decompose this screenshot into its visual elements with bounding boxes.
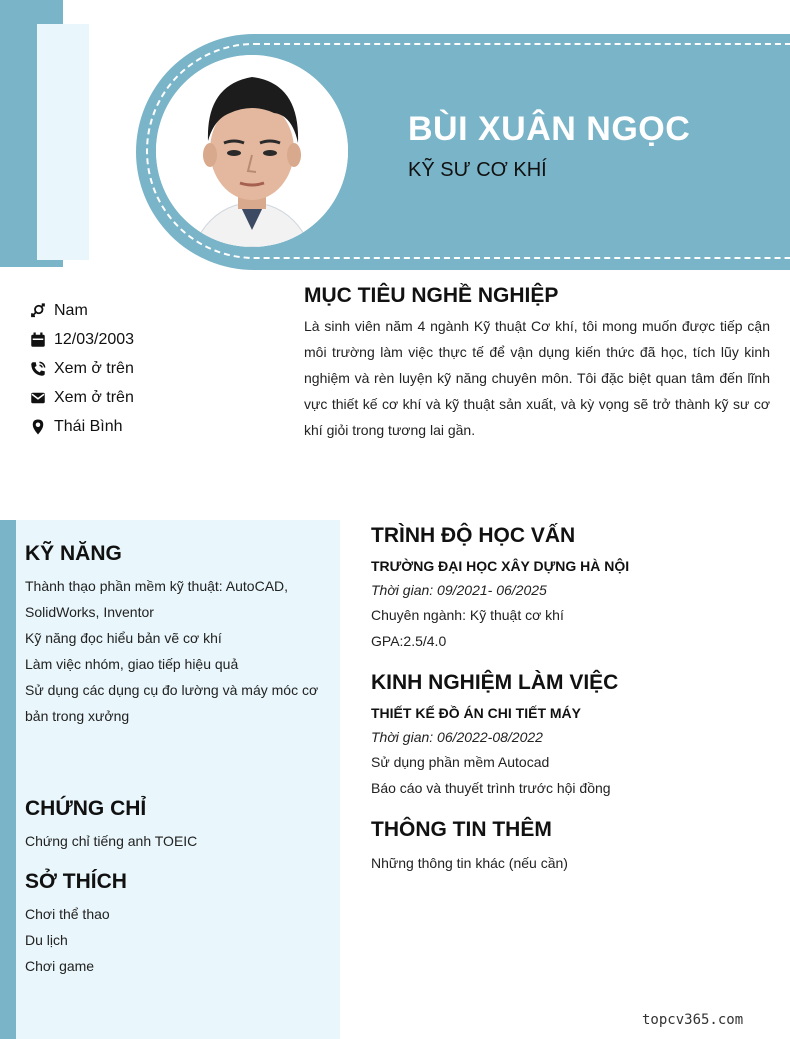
objective-text: Là sinh viên năm 4 ngành Kỹ thuật Cơ khí, tôi mong muốn được tiếp cận môi trường làm việc thực tế để vận dụng kiến thức đã học, tích lũy kinh nghiệm và rèn luyện kỹ năng chuyên môn. Tôi đặc biệt quan tâm đến lĩnh vực thiết kế cơ khí và kỹ thuật sản xuất, và kỳ vọng sẽ trở thành kỹ sư cơ khí giỏi trong tương lai gần. — [304, 318, 770, 438]
portrait-photo — [156, 55, 348, 247]
contact-gender — [29, 299, 88, 323]
experience-item: Báo cáo và thuyết trình trước hội đồng — [371, 780, 611, 796]
skills-list — [25, 573, 325, 729]
extra-text: Những thông tin khác (nếu cần) — [371, 855, 568, 871]
avatar — [156, 55, 348, 247]
education-heading: TRÌNH ĐỘ HỌC VẤN — [371, 524, 576, 547]
certificates-list — [25, 828, 325, 854]
address-value: Thái Bình — [54, 418, 123, 435]
skill-item: Kỹ năng đọc hiểu bản vẽ cơ khí — [25, 630, 222, 646]
hobbies-heading: SỞ THÍCH — [25, 870, 127, 893]
phone-value: Xem ở trên — [54, 360, 134, 377]
skill-item: Sử dụng các dụng cụ đo lường và máy móc cơ bản trong xưởng — [25, 682, 319, 724]
location-icon — [29, 418, 47, 436]
education-time: Thời gian: 09/2021- 06/2025 — [371, 582, 547, 598]
calendar-icon — [29, 331, 47, 349]
hobby-item: Chơi game — [25, 958, 95, 974]
education-major: Chuyên ngành: Kỹ thuật cơ khí — [371, 607, 564, 623]
experience-project: THIẾT KẾ ĐỒ ÁN CHI TIẾT MÁY — [371, 705, 581, 721]
email-icon — [29, 389, 47, 407]
phone-icon — [29, 360, 47, 378]
contact-address — [29, 415, 122, 439]
contact-birthday — [29, 328, 134, 352]
objective-heading: MỤC TIÊU NGHỀ NGHIỆP — [304, 284, 559, 307]
hobbies-list — [25, 901, 325, 979]
candidate-name: BÙI XUÂN NGỌC — [408, 110, 691, 148]
job-title: KỸ SƯ CƠ KHÍ — [408, 159, 547, 181]
certificates-heading: CHỨNG CHỈ — [25, 797, 147, 820]
extra-heading: THÔNG TIN THÊM — [371, 818, 552, 841]
hobby-item: Chơi thể thao — [25, 906, 110, 922]
gender-value: Nam — [54, 302, 88, 319]
experience-heading: KINH NGHIỆM LÀM VIỆC — [371, 671, 619, 694]
skill-item: Làm việc nhóm, giao tiếp hiệu quả — [25, 656, 239, 672]
skills-heading: KỸ NĂNG — [25, 542, 122, 565]
hobby-item: Du lịch — [25, 932, 68, 948]
email-value: Xem ở trên — [54, 389, 134, 406]
experience-item: Sử dụng phần mềm Autocad — [371, 754, 550, 770]
watermark: topcv365.com — [642, 1012, 744, 1028]
education-gpa: GPA:2.5/4.0 — [371, 633, 447, 649]
certificate-item: Chứng chỉ tiếng anh TOEIC — [25, 833, 198, 849]
gender-icon — [29, 302, 47, 320]
contact-phone — [29, 357, 134, 381]
header-left-inner-bar — [37, 24, 89, 260]
contact-email — [29, 386, 134, 410]
education-school: TRƯỜNG ĐẠI HỌC XÂY DỰNG HÀ NỘI — [371, 558, 630, 574]
skill-item: Thành thạo phần mềm kỹ thuật: AutoCAD, SolidWorks, Inventor — [25, 578, 289, 620]
birthday-value: 12/03/2003 — [54, 331, 135, 348]
left-panel-bar — [0, 520, 16, 1039]
experience-time: Thời gian: 06/2022-08/2022 — [371, 729, 543, 745]
